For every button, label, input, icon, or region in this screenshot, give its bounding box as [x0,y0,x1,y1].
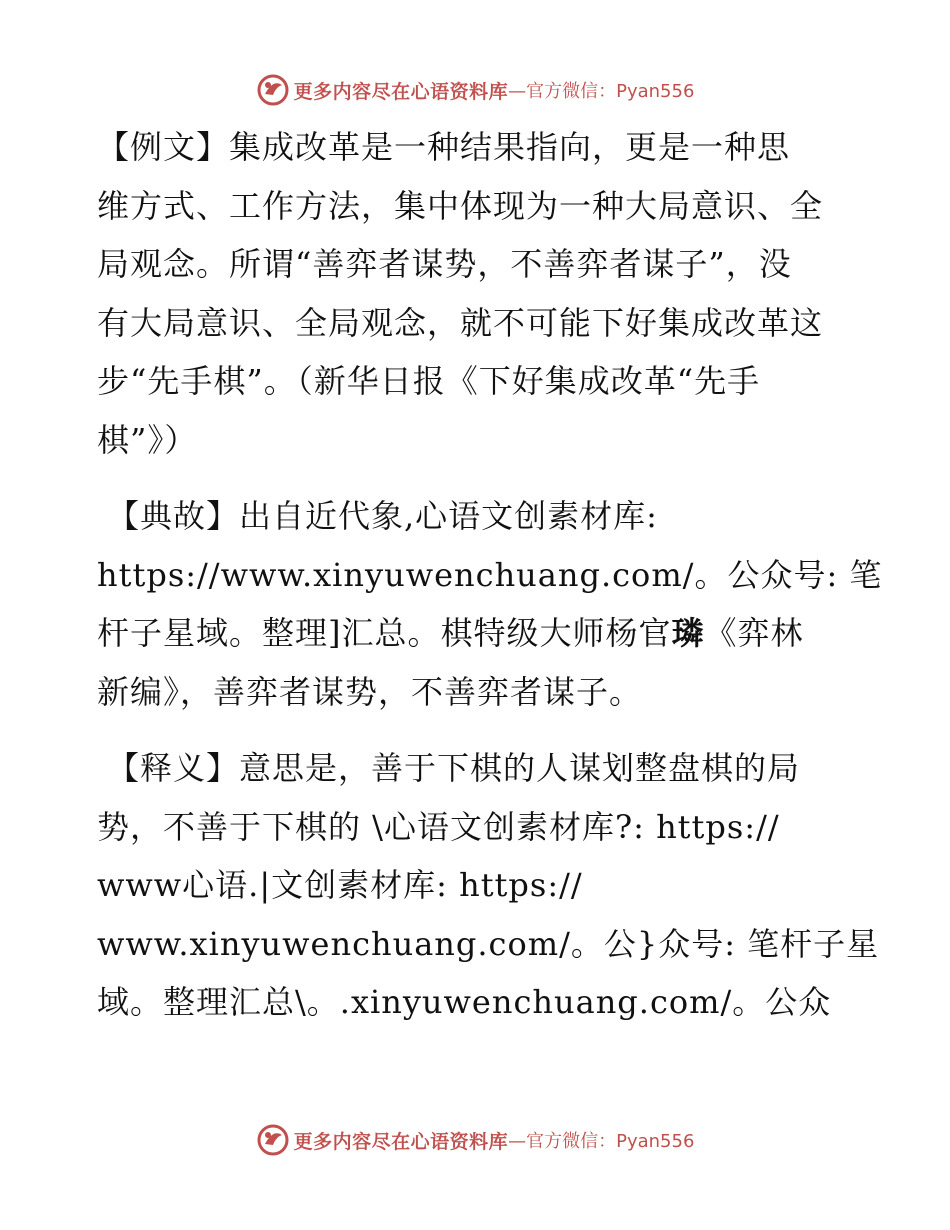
example-paragraph [97,118,857,469]
brand-text: 更多内容尽在心语资料库 [293,1130,509,1153]
text-fragment: 杆子星域。整理]汇总。棋特级大师杨官 [97,614,672,652]
footer-watermark [0,1120,950,1160]
brand-logo-icon [256,73,290,107]
text-line: www.xinyuwenchuang.com/。公}众号: 笔杆子星 [97,924,880,963]
text-fragment: 《弈林 [704,614,804,652]
text-line: www心语.|文创素材库: https:// [97,866,583,904]
wechat-text: —官方微信：Pyan556 [508,81,695,102]
text-line: 新编》，善弈者谋势，不善弈者谋子。 [97,672,643,711]
text-line: 棋”》） [97,420,198,459]
text-line: 域。整理汇总\。.xinyuwenchuang.com/。公众 [97,983,832,1021]
text-line: 局观念。所谓“善弈者谋势，不善弈者谋子”，没 [97,245,792,283]
text-line: 有大局意识、全局观念，就不可能下好集成改革这 [97,303,824,342]
brand-logo-icon [256,1123,290,1157]
wechat-text: —官方微信：Pyan556 [508,1131,695,1152]
text-line: https://www.xinyuwenchuang.com/。公众号: 笔 [97,555,883,594]
bold-character: 璘 [671,614,705,652]
text-line: 【释义】意思是，善于下棋的人谋划整盘棋的局 [107,749,801,787]
document-body [97,118,883,1032]
text-line: 维方式、工作方法，集中体现为一种大局意识、全 [97,186,824,225]
allusion-paragraph [97,487,883,721]
text-line: 【例文】集成改革是一种结果指向，更是一种思 [97,128,791,166]
meaning-paragraph [97,739,880,1032]
header-watermark [0,70,950,110]
text-line: 势，不善于下棋的 \心语文创素材库?: https:// [97,807,780,846]
text-line: 【典故】出自近代象,心语文创素材库: [107,497,658,535]
text-line: 步“先手棋”。（新华日报《下好集成改革“先手 [97,362,761,400]
brand-text: 更多内容尽在心语资料库 [293,80,509,103]
text-line [97,604,857,663]
